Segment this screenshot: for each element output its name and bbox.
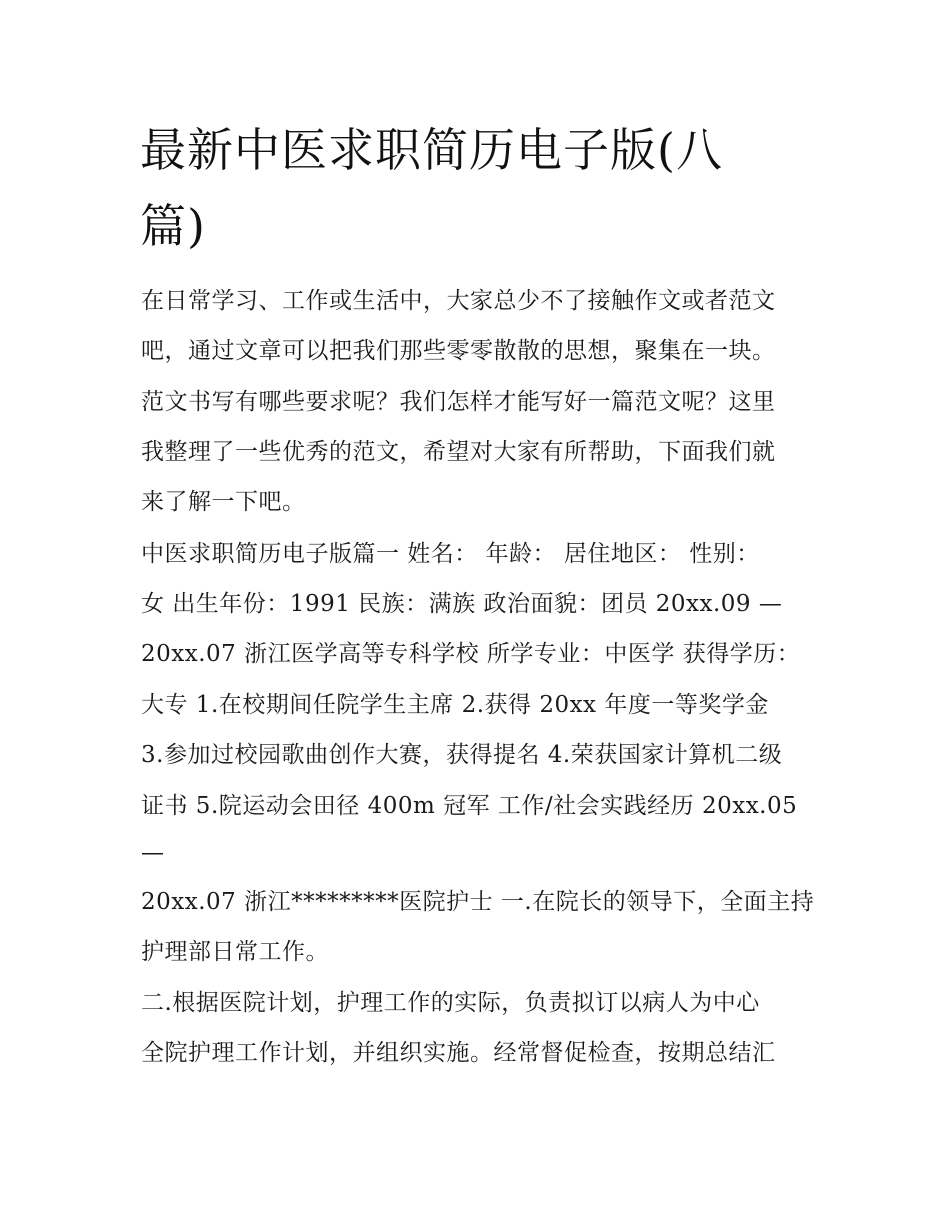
title-line-1: 最新中医求职简历电子版(八 [140,123,723,177]
body-line-2: 吧，通过文章可以把我们那些零零散散的思想，聚集在一块。 [141,338,776,364]
body-line-11: 证书 5.院运动会田径 400m 冠军 工作/社会实践经历 20xx.05 [141,793,798,819]
body-line-9: 大专 1.在校期间任院学生主席 2.获得 20xx 年度一等奖学金 [141,692,769,718]
body-line-14: 护理部日常工作。 [141,939,329,965]
body-line-13: 20xx.07 浙江*********医院护士 一.在院长的领导下，全面主持 [141,889,815,915]
body-line-12: — [141,840,165,866]
body-line-8: 20xx.07 浙江医学高等专科学校 所学专业：中医学 获得学历： [141,641,801,667]
title-line-2: 篇) [140,199,206,253]
body-line-16: 全院护理工作计划，并组织实施。经常督促检查，按期总结汇 [141,1040,776,1066]
body-line-4: 我整理了一些优秀的范文，希望对大家有所帮助，下面我们就 [141,439,776,465]
body-line-1: 在日常学习、工作或生活中，大家总少不了接触作文或者范文 [141,288,776,314]
body-line-6: 中医求职简历电子版篇一 姓名： 年龄： 居住地区： 性别： [141,541,760,567]
body-line-7: 女 出生年份：1991 民族：满族 政治面貌：团员 20xx.09 — [141,591,783,617]
document-title [140,112,820,264]
body-line-3: 范文书写有哪些要求呢？我们怎样才能写好一篇范文呢？这里 [141,389,776,415]
body-line-10: 3.参加过校园歌曲创作大赛，获得提名 4.荣获国家计算机二级 [141,742,783,768]
body-line-15: 二.根据医院计划，护理工作的实际，负责拟订以病人为中心 [141,990,760,1016]
body-line-5: 来了解一下吧。 [141,489,306,515]
